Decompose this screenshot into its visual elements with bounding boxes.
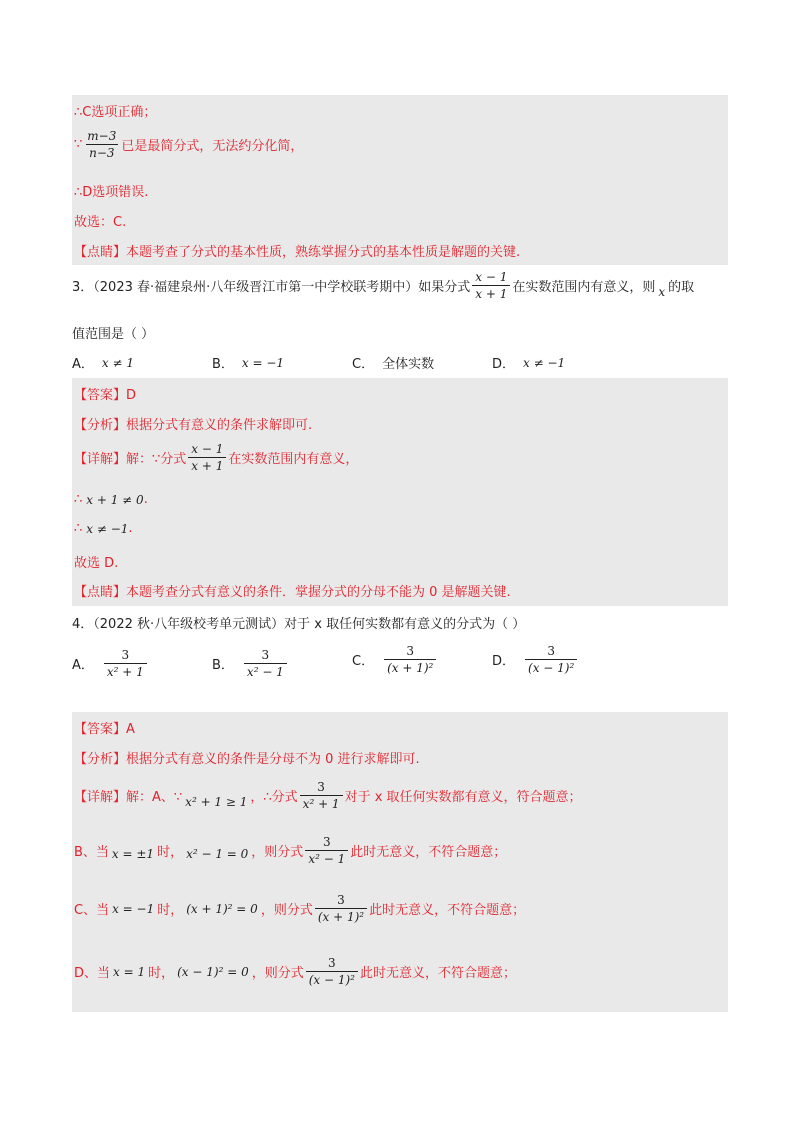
fraction-numerator: 3 — [547, 644, 555, 658]
period: . — [128, 521, 133, 536]
fraction — [244, 648, 287, 679]
step-line — [74, 521, 133, 536]
option-c[interactable] — [352, 353, 434, 372]
fraction-denominator: x² + 1 — [104, 663, 147, 679]
detail-text: 此时无意义，不符合题意； — [369, 903, 526, 918]
fraction-numerator: m−3 — [87, 129, 117, 143]
solution-line: ∴D选项错误. — [74, 185, 149, 200]
answer-line: 【答案】A — [74, 722, 135, 737]
option-value: x ≠ −1 — [523, 355, 566, 370]
solution-block-2 — [72, 95, 728, 265]
fraction — [300, 780, 343, 811]
fraction-numerator: x − 1 — [475, 270, 508, 284]
detail-text: 时， — [157, 845, 184, 860]
math-expression: x² − 1 = 0 — [186, 846, 249, 861]
solution-block-4 — [72, 712, 728, 1012]
math-expression: x + 1 ≠ 0 — [86, 492, 144, 507]
option-c[interactable] — [352, 644, 438, 675]
therefore-symbol: ∴ — [74, 521, 83, 536]
fraction-numerator: 3 — [328, 956, 336, 970]
detail-text: B、当 — [74, 845, 109, 860]
fraction-numerator: x − 1 — [191, 442, 224, 456]
fraction — [472, 270, 510, 301]
fraction — [84, 129, 119, 160]
fraction-denominator: x² + 1 — [300, 795, 343, 811]
fraction-denominator: (x − 1)² — [525, 659, 577, 675]
variable: x — [658, 284, 666, 299]
choose-line: 故选 D. — [74, 556, 119, 571]
comment-line: 【点睛】本题考查了分式的基本性质，熟练掌握分式的基本性质是解题的关键. — [74, 245, 521, 260]
fraction-numerator: 3 — [121, 648, 130, 662]
option-label: B． — [212, 658, 234, 673]
fraction — [188, 442, 226, 473]
option-label: A． — [72, 357, 94, 372]
fraction-denominator: (x − 1)² — [306, 971, 358, 987]
fraction-denominator: x² − 1 — [244, 663, 287, 679]
detail-text: 【详解】解：A、∵ — [74, 790, 183, 805]
fraction-numerator: 3 — [317, 780, 325, 794]
solution-text: 已是最简分式，无法约分化简， — [121, 139, 304, 154]
question-text: 3．（2023 春·福建泉州·八年级晋江市第一中学校联考期中）如果分式 — [72, 280, 471, 295]
fraction — [525, 644, 577, 675]
detail-line-a — [74, 780, 582, 811]
math-expression: x = 1 — [113, 964, 146, 979]
period: . — [143, 492, 148, 507]
answer-line: 【答案】D — [74, 388, 137, 403]
fraction-denominator: (x + 1)² — [384, 659, 436, 675]
detail-text: ，则分式 — [251, 845, 304, 860]
solution-line: 故选：C. — [74, 215, 127, 230]
fraction-denominator: n−3 — [86, 144, 117, 160]
detail-line — [74, 442, 358, 473]
detail-text: 此时无意义，不符合题意； — [350, 845, 507, 860]
detail-text: 对于 x 取任何实数都有意义，符合题意； — [344, 790, 582, 805]
fraction-numerator: 3 — [261, 648, 270, 662]
option-value: 全体实数 — [382, 357, 435, 372]
analysis-line: 【分析】根据分式有意义的条件是分母不为 0 进行求解即可. — [74, 752, 420, 767]
math-expression: x ≠ −1 — [86, 521, 129, 536]
option-d[interactable] — [492, 644, 579, 675]
fraction-denominator: x² − 1 — [305, 850, 348, 866]
math-expression: (x − 1)² = 0 — [177, 964, 249, 979]
question-3-stem — [72, 270, 694, 301]
option-value: x ≠ 1 — [101, 355, 134, 370]
fraction — [104, 648, 147, 679]
step-line — [74, 492, 148, 507]
fraction — [306, 956, 358, 987]
option-label: B． — [212, 357, 234, 372]
detail-text: ，∴分式 — [250, 790, 298, 805]
detail-text: 【详解】解：∵分式 — [74, 452, 187, 467]
detail-text: ，则分式 — [251, 966, 304, 981]
solution-line: ∴C选项正确； — [74, 105, 157, 120]
option-label: D． — [492, 654, 516, 669]
math-expression: x² + 1 ≥ 1 — [185, 794, 248, 809]
option-b[interactable] — [212, 353, 284, 372]
detail-text: 在实数范围内有意义， — [228, 452, 359, 467]
detail-text: D、当 — [74, 966, 111, 981]
solution-block-3 — [72, 378, 728, 606]
detail-text: 此时无意义，不符合题意； — [359, 966, 516, 981]
math-expression: (x + 1)² = 0 — [186, 901, 258, 916]
option-a[interactable] — [72, 648, 149, 679]
fraction — [305, 835, 348, 866]
math-expression: x = ±1 — [111, 846, 155, 861]
fraction-denominator: (x + 1)² — [315, 908, 367, 924]
solution-line — [74, 129, 303, 160]
detail-text: 时， — [157, 903, 184, 918]
fraction-numerator: 3 — [322, 835, 331, 849]
option-a[interactable] — [72, 353, 134, 372]
analysis-line: 【分析】根据分式有意义的条件求解即可. — [74, 418, 313, 433]
comment-line: 【点睛】本题考查分式有意义的条件．掌握分式的分母不能为 0 是解题关键. — [74, 585, 511, 600]
fraction-denominator: x + 1 — [472, 285, 510, 301]
fraction — [384, 644, 436, 675]
question-3-stem-line2: 值范围是（ ） — [72, 327, 155, 342]
option-label: A． — [72, 658, 94, 673]
option-d[interactable] — [492, 353, 565, 372]
question-text: 在实数范围内有意义，则 — [512, 280, 656, 295]
option-value: x = −1 — [241, 355, 285, 370]
detail-line-b — [74, 835, 506, 866]
detail-text: ，则分式 — [260, 903, 313, 918]
option-label: C． — [352, 357, 375, 372]
math-expression: x = −1 — [112, 901, 155, 916]
detail-line-c — [74, 893, 525, 924]
therefore-symbol: ∴ — [74, 492, 83, 507]
detail-line-d — [74, 956, 516, 987]
question-text: 的取 — [668, 280, 695, 295]
fraction-denominator: x + 1 — [188, 457, 226, 473]
option-label: C． — [352, 654, 375, 669]
question-4-stem: 4．（2022 秋·八年级校考单元测试）对于 x 取任何实数都有意义的分式为（ ） — [72, 617, 526, 632]
detail-text: C、当 — [74, 903, 110, 918]
fraction — [315, 893, 367, 924]
detail-text: 时， — [148, 966, 175, 981]
option-b[interactable] — [212, 648, 289, 679]
because-symbol: ∵ — [74, 137, 83, 152]
fraction-numerator: 3 — [337, 893, 345, 907]
fraction-numerator: 3 — [406, 644, 415, 658]
option-label: D． — [492, 357, 516, 372]
